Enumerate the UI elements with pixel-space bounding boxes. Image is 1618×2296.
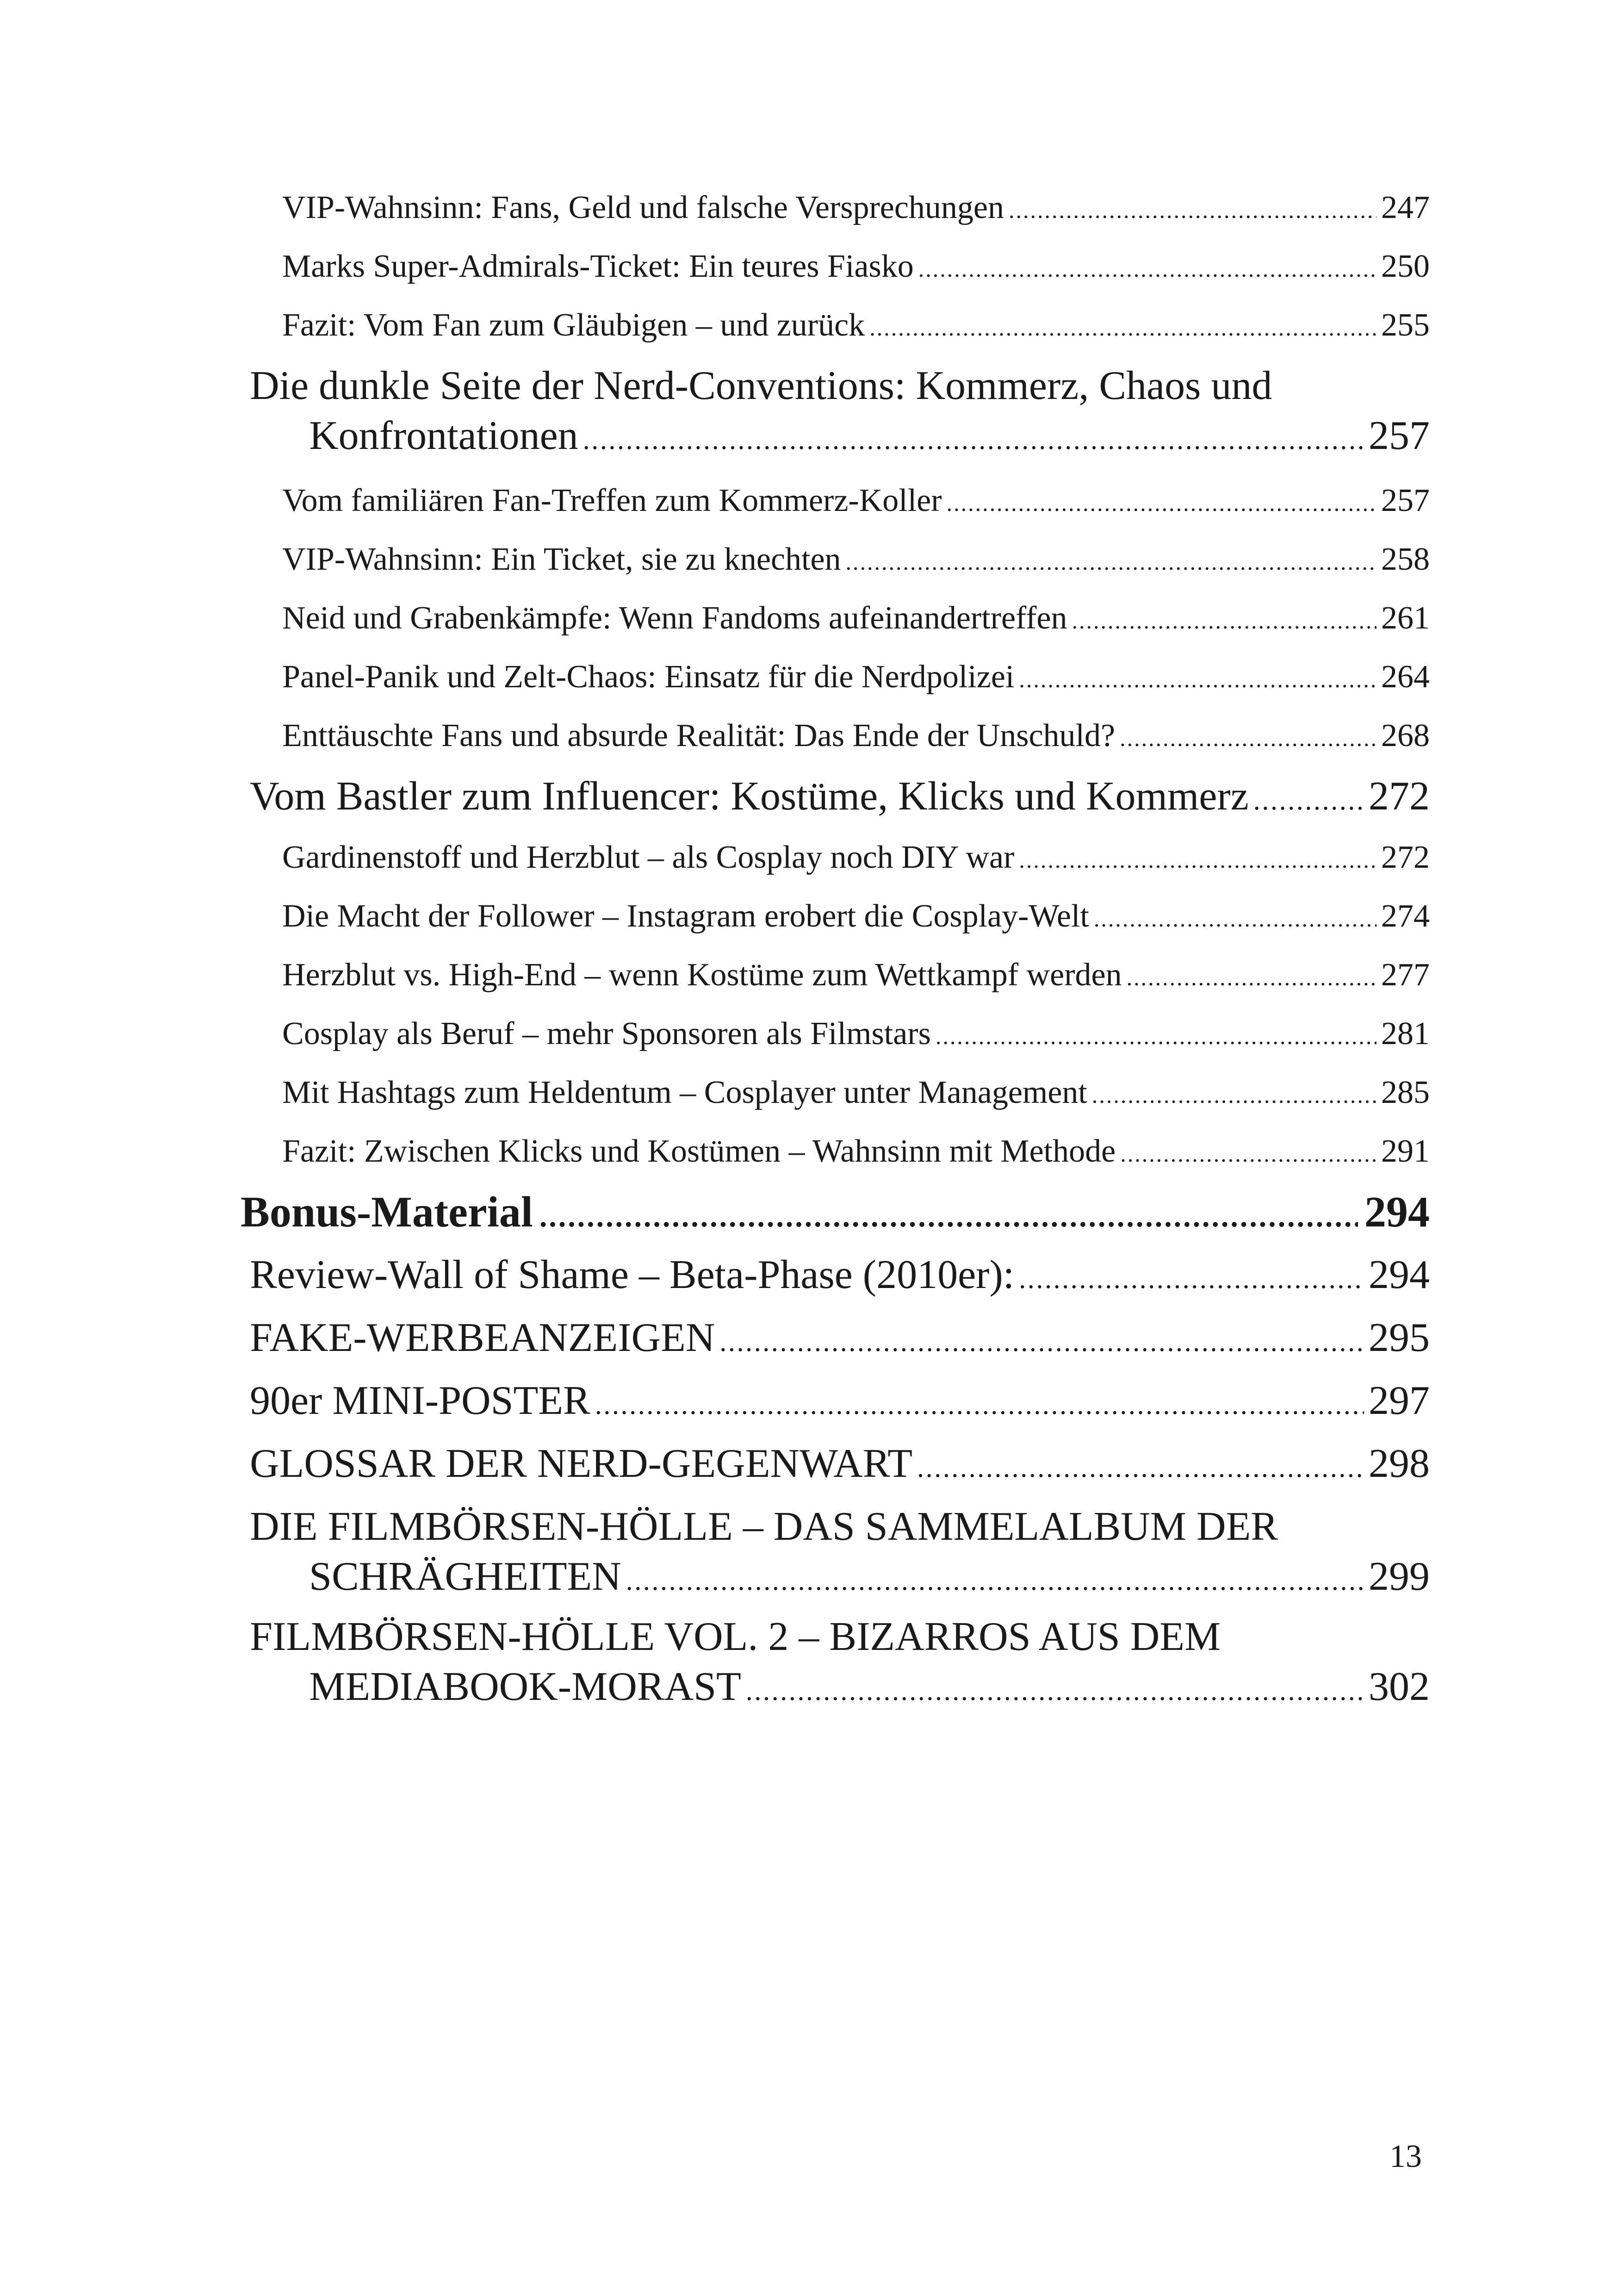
dot-leader bbox=[1019, 650, 1376, 709]
toc-entry[interactable] bbox=[282, 530, 1430, 589]
toc-entry-page: 258 bbox=[1381, 541, 1430, 577]
toc-entry[interactable] bbox=[282, 706, 1430, 765]
toc-section-title-line1: DIE FILMBÖRSEN-HÖLLE – DAS SAMMELALBUM DER bbox=[250, 1504, 1278, 1549]
toc-entry-page: 247 bbox=[1381, 190, 1430, 225]
toc-section-page: 299 bbox=[1369, 1554, 1430, 1599]
dot-leader bbox=[1019, 831, 1376, 890]
toc-entry-page: 264 bbox=[1381, 659, 1430, 695]
toc-section-page: 294 bbox=[1369, 1252, 1430, 1297]
toc-entry[interactable] bbox=[282, 1063, 1430, 1122]
toc-section-page: 257 bbox=[1369, 413, 1430, 458]
toc-section-bastler[interactable] bbox=[250, 765, 1430, 828]
dot-leader bbox=[1120, 709, 1376, 768]
dot-leader bbox=[1253, 769, 1364, 832]
toc-entry[interactable] bbox=[282, 1122, 1430, 1181]
dot-leader bbox=[947, 474, 1376, 533]
toc-entry-title: Fazit: Zwischen Klicks und Kostümen – Wahnsinn mit Methode bbox=[282, 1133, 1116, 1169]
toc-entry-title: Cosplay als Beruf – mehr Sponsoren als Filmstars bbox=[282, 1016, 931, 1052]
toc-entry[interactable] bbox=[282, 828, 1430, 887]
toc-section-filmboersen-vol2[interactable] bbox=[250, 1612, 1430, 1716]
toc-entry-page: 257 bbox=[1381, 483, 1430, 518]
toc-entry-title: Marks Super-Admirals-Ticket: Ein teures Fiasko bbox=[282, 249, 914, 284]
toc-section-page: 297 bbox=[1369, 1378, 1430, 1423]
toc-entry-page: 268 bbox=[1381, 718, 1430, 753]
dot-leader bbox=[1072, 591, 1376, 650]
toc-entry-page: 281 bbox=[1381, 1016, 1430, 1052]
toc-section[interactable] bbox=[250, 1307, 1430, 1369]
toc-section-conventions[interactable] bbox=[250, 361, 1430, 465]
toc-section-page: 302 bbox=[1369, 1664, 1430, 1709]
toc-entry-title: Enttäuschte Fans und absurde Realität: Das Ende der Unschuld? bbox=[282, 718, 1116, 753]
toc-entry[interactable] bbox=[282, 647, 1430, 706]
toc-entry-title: VIP-Wahnsinn: Ein Ticket, sie zu knechten bbox=[282, 541, 841, 577]
toc-section-title: 90er MINI-POSTER bbox=[250, 1378, 590, 1423]
toc-entry-title: Neid und Grabenkämpfe: Wenn Fandoms aufeinandertreffen bbox=[282, 600, 1067, 636]
toc-section-title: FAKE-WERBEANZEIGEN bbox=[250, 1315, 715, 1360]
toc-entry-title: Mit Hashtags zum Heldentum – Cosplayer unter Management bbox=[282, 1075, 1087, 1110]
dot-leader bbox=[936, 1007, 1376, 1066]
toc-section-title-line1: Die dunkle Seite der Nerd-Conventions: Kommerz, Chaos und bbox=[250, 363, 1272, 408]
dot-leader bbox=[1009, 181, 1376, 240]
dot-leader bbox=[846, 533, 1376, 591]
toc-chapter-page: 294 bbox=[1364, 1188, 1430, 1236]
toc-entry-page: 274 bbox=[1381, 898, 1430, 934]
toc-entry[interactable] bbox=[282, 178, 1430, 237]
toc-entry-title: VIP-Wahnsinn: Fans, Geld und falsche Versprechungen bbox=[282, 190, 1004, 225]
toc-section-page: 272 bbox=[1369, 774, 1430, 819]
dot-leader bbox=[583, 415, 1364, 465]
toc-section-title: Vom Bastler zum Influencer: Kostüme, Klicks und Kommerz bbox=[250, 774, 1249, 819]
toc-chapter-title: Bonus-Material bbox=[241, 1188, 533, 1236]
toc-entry-page: 272 bbox=[1381, 840, 1430, 875]
toc-section[interactable] bbox=[250, 1432, 1430, 1495]
dot-leader bbox=[595, 1373, 1364, 1436]
toc-section-title: GLOSSAR DER NERD-GEGENWART bbox=[250, 1441, 913, 1486]
dot-leader bbox=[1120, 1125, 1376, 1183]
dot-leader bbox=[918, 240, 1376, 299]
toc-entry-page: 250 bbox=[1381, 249, 1430, 284]
dot-leader bbox=[1019, 1247, 1364, 1310]
toc-entry-title: Die Macht der Follower – Instagram erobert die Cosplay-Welt bbox=[282, 898, 1089, 934]
toc-entry-page: 285 bbox=[1381, 1075, 1430, 1110]
dot-leader bbox=[1127, 948, 1376, 1007]
toc-section-page: 295 bbox=[1369, 1315, 1430, 1360]
toc-section-title-line2: Konfrontationen bbox=[309, 413, 578, 458]
toc-entry-title: Vom familiären Fan-Treffen zum Kommerz-Koller bbox=[282, 483, 942, 518]
toc-entry[interactable] bbox=[282, 589, 1430, 647]
toc-section-title: Review-Wall of Shame – Beta-Phase (2010er): bbox=[250, 1252, 1015, 1297]
toc-entry[interactable] bbox=[282, 1004, 1430, 1063]
toc-entry-title: Herzblut vs. High-End – wenn Kostüme zum Wettkampf werden bbox=[282, 957, 1122, 993]
dot-leader bbox=[869, 299, 1376, 357]
toc-entry[interactable] bbox=[282, 237, 1430, 296]
page-number: 13 bbox=[1389, 2139, 1422, 2174]
dot-leader bbox=[626, 1556, 1364, 1605]
toc-chapter-bonus[interactable] bbox=[241, 1181, 1430, 1244]
toc-entry-page: 261 bbox=[1381, 600, 1430, 636]
dot-leader bbox=[539, 1185, 1358, 1248]
toc-section-title-line1: FILMBÖRSEN-HÖLLE VOL. 2 – BIZARROS AUS DEM bbox=[250, 1614, 1221, 1659]
toc-entry[interactable] bbox=[282, 296, 1430, 355]
toc-entry-title: Fazit: Vom Fan zum Gläubigen – und zurück bbox=[282, 307, 865, 343]
table-of-contents bbox=[241, 178, 1430, 1722]
toc-section[interactable] bbox=[250, 1369, 1430, 1432]
toc-entry-page: 291 bbox=[1381, 1133, 1430, 1169]
dot-leader bbox=[1094, 890, 1376, 948]
toc-section-filmboersen[interactable] bbox=[250, 1502, 1430, 1605]
toc-section-title-line2: SCHRÄGHEITEN bbox=[309, 1554, 621, 1599]
toc-section-page: 298 bbox=[1369, 1441, 1430, 1486]
toc-entry-title: Panel-Panik und Zelt-Chaos: Einsatz für die Nerdpolizei bbox=[282, 659, 1015, 695]
toc-entry[interactable] bbox=[282, 471, 1430, 530]
dot-leader bbox=[746, 1666, 1364, 1716]
dot-leader bbox=[1092, 1066, 1376, 1125]
toc-entry[interactable] bbox=[282, 946, 1430, 1004]
toc-entry[interactable] bbox=[282, 887, 1430, 946]
toc-entry-page: 255 bbox=[1381, 307, 1430, 343]
toc-entry-title: Gardinenstoff und Herzblut – als Cosplay noch DIY war bbox=[282, 840, 1015, 875]
dot-leader bbox=[917, 1436, 1364, 1499]
toc-section[interactable] bbox=[250, 1244, 1430, 1307]
toc-entry-page: 277 bbox=[1381, 957, 1430, 993]
toc-section-title-line2: MEDIABOOK-MORAST bbox=[309, 1664, 741, 1709]
dot-leader bbox=[719, 1310, 1364, 1373]
